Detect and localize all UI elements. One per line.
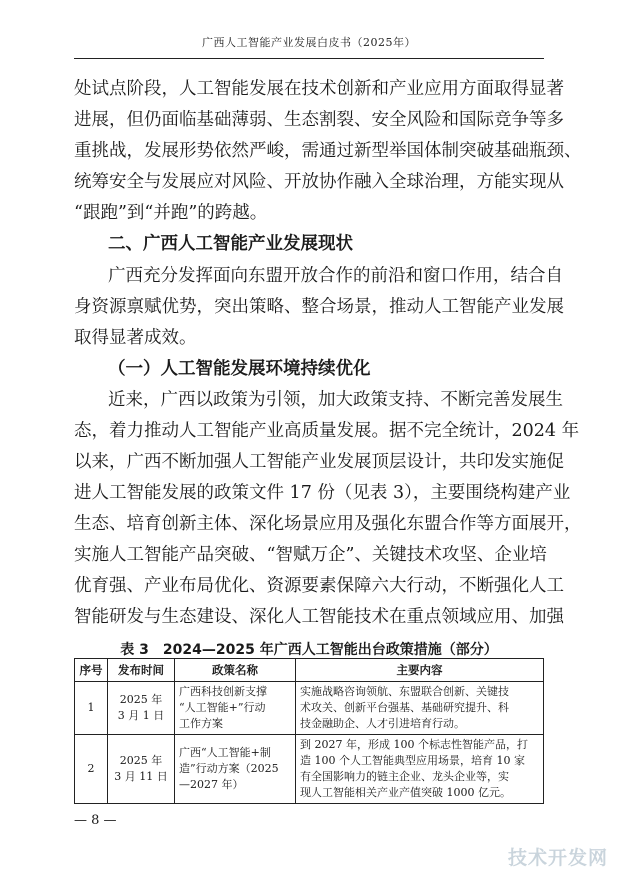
policy-table <box>74 658 544 804</box>
date-line: 3 月 11 日 <box>114 770 168 783</box>
name-line: “人工智能+”行动 <box>179 701 266 714</box>
cell-no: 2 <box>75 735 108 804</box>
content-line: 术攻关、创新平台强基、基础研究提升、科 <box>300 701 509 714</box>
cell-content <box>296 735 544 804</box>
cell-date <box>108 735 175 804</box>
content-line: 现人工智能相关产业产值突破 1000 亿元。 <box>300 786 511 799</box>
table-header-row <box>75 659 544 682</box>
body-line: 智能研发与生态建设、深化人工智能技术在重点领域应用、加强 <box>74 607 564 627</box>
running-header: 广西人工智能产业发展白皮书（2025年） <box>202 36 416 49</box>
body-line: 近来，广西以政策为引领，加大政策支持、不断完善发展生 <box>108 390 563 410</box>
content-line: 到 2027 年，形成 100 个标志性智能产品，打 <box>300 738 528 751</box>
col-header-date: 发布时间 <box>108 659 175 682</box>
subsection-heading: （一）人工智能发展环境持续优化 <box>108 359 371 379</box>
body-line: 进人工智能发展的政策文件 17 份（见表 3），主要围绕构建产业 <box>74 483 571 503</box>
header-rule <box>74 58 544 59</box>
col-header-content: 主要内容 <box>296 659 544 682</box>
body-line: 广西充分发挥面向东盟开放合作的前沿和窗口作用，结合自 <box>108 266 563 286</box>
body-line: 处试点阶段，人工智能发展在技术创新和产业应用方面取得显著 <box>74 79 564 99</box>
body-line: 态，着力推动人工智能产业高质量发展。据不完全统计，2024 年 <box>74 421 580 441</box>
cell-name <box>175 682 296 735</box>
content-line: 实施战略咨询领航、东盟联合创新、关键技 <box>300 685 509 698</box>
content-line: 技金融助企、人才引进培育行动。 <box>300 717 465 730</box>
body-line: 以来，广西不断加强人工智能产业发展顶层设计，共印发实施促 <box>74 452 564 472</box>
date-line: 2025 年 <box>119 693 163 706</box>
table-caption: 表 3 2024—2025 年广西人工智能出台政策措施（部分） <box>120 642 498 658</box>
table-row <box>75 735 544 804</box>
name-line: 广西科技创新支撑 <box>179 685 267 698</box>
col-header-name: 政策名称 <box>175 659 296 682</box>
table-row <box>75 682 544 735</box>
cell-content <box>296 682 544 735</box>
name-line: 广西“人工智能+制 <box>179 746 271 759</box>
body-line: “跟跑”到“并跑”的跨越。 <box>74 203 268 223</box>
cell-date <box>108 682 175 735</box>
section-heading: 二、广西人工智能产业发展现状 <box>108 234 353 254</box>
body-line: 优育强、产业布局优化、资源要素保障六大行动，不断强化人工 <box>74 576 564 596</box>
body-line: 取得显著成效。 <box>74 328 197 348</box>
content-line: 造 100 个人工智能典型应用场景，培育 10 家 <box>300 754 525 767</box>
body-line: 进展，但仍面临基础薄弱、生态割裂、安全风险和国际竞争等多 <box>74 110 564 130</box>
body-line: 重挑战，发展形势依然严峻，需通过新型举国体制突破基础瓶颈、 <box>74 141 582 161</box>
content-line: 有全国影响力的链主企业、龙头企业等，实 <box>300 770 509 783</box>
name-line: 造”行动方案（2025 <box>179 762 279 775</box>
body-line: 统筹安全与发展应对风险、开放协作融入全球治理，方能实现从 <box>74 172 564 192</box>
date-line: 3 月 1 日 <box>117 709 165 722</box>
body-line: 身资源禀赋优势，突出策略、整合场景，推动人工智能产业发展 <box>74 297 564 317</box>
watermark-text: 技术开发网 <box>507 847 608 869</box>
body-line: 实施人工智能产品突破、“智赋万企”、关键技术攻坚、企业培 <box>74 545 547 565</box>
name-line: 工作方案 <box>179 717 223 730</box>
name-line: —2027 年） <box>179 778 244 791</box>
date-line: 2025 年 <box>119 754 163 767</box>
cell-no: 1 <box>75 682 108 735</box>
cell-name <box>175 735 296 804</box>
page-number: — 8 — <box>74 813 117 828</box>
col-header-no: 序号 <box>75 659 108 682</box>
body-line: 生态、培育创新主体、深化场景应用及强化东盟合作等方面展开， <box>74 514 582 534</box>
